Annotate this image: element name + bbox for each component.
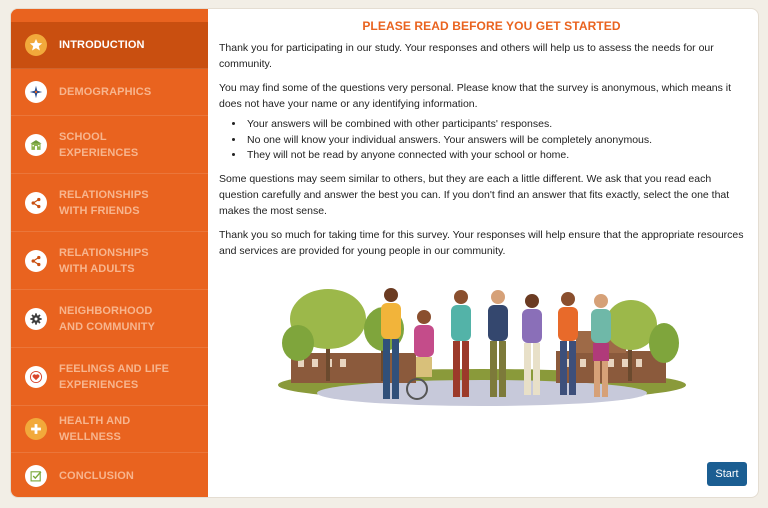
privacy-paragraph: You may find some of the questions very personal. Please know that the survey is anonymous, which means it does not have your name or any identifying information. xyxy=(219,82,732,110)
bullet-list xyxy=(245,117,744,164)
sidebar-item-label: CONCLUSION xyxy=(59,470,134,482)
checkbox-icon xyxy=(25,465,47,487)
list-item: • They will not be read by anyone connected with your school or home. xyxy=(245,148,744,164)
sidebar-item-neighborhood[interactable] xyxy=(11,290,208,348)
sidebar-item-relationships-adults[interactable] xyxy=(11,232,208,290)
heart-icon xyxy=(25,366,47,388)
sidebar-item-label: INTRODUCTION xyxy=(59,39,145,51)
sidebar-item-introduction[interactable] xyxy=(11,22,208,69)
school-icon xyxy=(25,134,47,156)
survey-window xyxy=(10,8,759,498)
sidebar-item-relationships-friends[interactable] xyxy=(11,174,208,232)
sidebar-top-pad xyxy=(11,9,208,22)
instructions-paragraph: Some questions may seem similar to others, but they are each a little different. We ask that you read each question carefully and answer the best you can. If you don't find an answer that fits exactly, select the one that makes the most sense. xyxy=(219,172,730,217)
plus-icon xyxy=(25,418,47,440)
sidebar-item-label: DEMOGRAPHICS xyxy=(59,86,152,98)
intro-paragraph: Thank you for participating in our study. Your responses and others will help us to assess the needs for our community. xyxy=(219,42,714,70)
sidebar xyxy=(11,9,208,497)
sidebar-item-label: HEALTH AND WELLNESS xyxy=(59,415,131,443)
list-item: • No one will know your individual answers. Your answers will be completely anonymous. xyxy=(245,133,744,149)
community-illustration xyxy=(276,281,688,415)
star-icon xyxy=(25,34,47,56)
main-content xyxy=(208,9,758,497)
sidebar-item-school-experiences[interactable] xyxy=(11,116,208,174)
page-title: PLEASE READ BEFORE YOU GET STARTED xyxy=(362,19,621,33)
gear-icon xyxy=(25,308,47,330)
sidebar-item-label: FEELINGS AND LIFE EXPERIENCES xyxy=(59,362,170,391)
sidebar-item-health[interactable] xyxy=(11,406,208,453)
sidebar-item-conclusion[interactable] xyxy=(11,453,208,498)
share-icon xyxy=(25,250,47,272)
sidebar-item-label: NEIGHBORHOOD AND COMMUNITY xyxy=(59,304,156,333)
list-item: • Your answers will be combined with other participants' responses. xyxy=(245,117,744,133)
sidebar-item-label: RELATIONSHIPS WITH FRIENDS xyxy=(59,188,149,217)
sidebar-item-label: RELATIONSHIPS WITH ADULTS xyxy=(59,246,149,275)
sidebar-item-feelings[interactable] xyxy=(11,348,208,406)
thanks-paragraph: Thank you so much for taking time for this survey. Your responses will help ensure that the appropriate resources and services are provided for young people in our community. xyxy=(219,228,744,257)
compass-icon xyxy=(25,81,47,103)
share-icon xyxy=(25,192,47,214)
sidebar-item-demographics[interactable] xyxy=(11,69,208,116)
start-button[interactable]: Start xyxy=(707,462,747,486)
sidebar-item-label: SCHOOL EXPERIENCES xyxy=(59,130,139,159)
